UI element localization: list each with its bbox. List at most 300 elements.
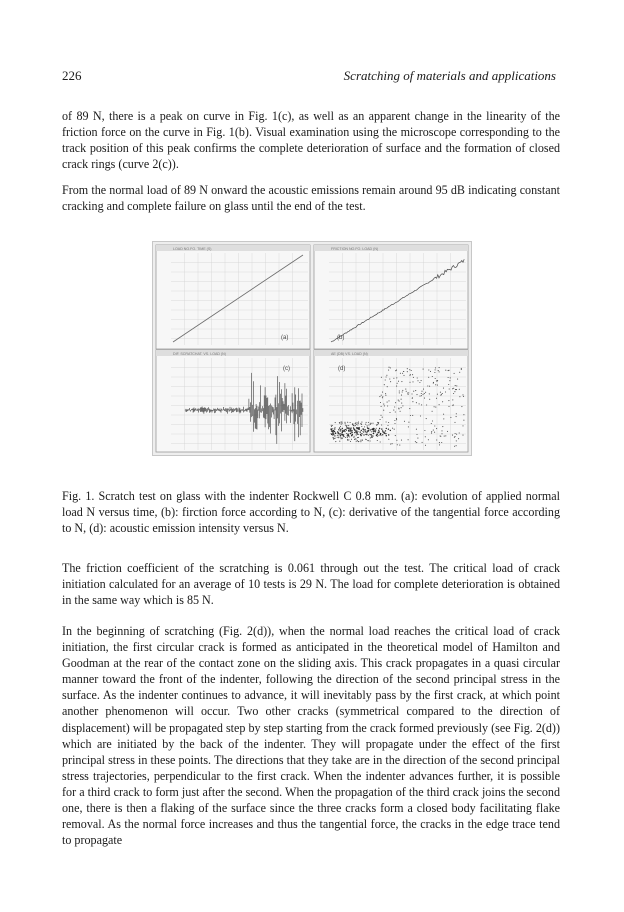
scatter-point: [390, 430, 391, 431]
scatter-point: [449, 388, 450, 389]
scatter-point: [435, 384, 436, 385]
scatter-point: [367, 431, 368, 432]
scatter-point: [370, 423, 371, 424]
scatter-point: [424, 393, 425, 394]
scatter-point: [454, 373, 455, 374]
panel-d-title: AE (DB) VS. LOAD (N): [331, 352, 368, 356]
scatter-point: [356, 427, 357, 428]
scatter-point: [431, 431, 432, 432]
scatter-point: [415, 390, 416, 391]
scatter-point: [339, 422, 340, 423]
scatter-point: [365, 424, 366, 425]
scatter-point: [443, 418, 444, 419]
scatter-point: [453, 404, 454, 405]
scatter-point: [416, 394, 417, 395]
scatter-point: [366, 434, 367, 435]
scatter-point: [334, 438, 335, 439]
scatter-point: [332, 425, 333, 426]
scatter-point: [344, 422, 345, 423]
scatter-point: [456, 389, 457, 390]
scatter-point: [386, 376, 387, 377]
scatter-point: [368, 422, 369, 423]
scatter-point: [346, 427, 347, 428]
scatter-point: [450, 417, 451, 418]
scatter-point: [363, 430, 364, 431]
scatter-point: [396, 419, 397, 420]
scatter-point: [390, 444, 391, 445]
scatter-point: [354, 429, 355, 430]
scatter-point: [388, 429, 389, 430]
scatter-point: [456, 434, 457, 435]
scatter-point: [375, 429, 376, 430]
scatter-point: [357, 437, 358, 438]
scatter-point: [345, 423, 346, 424]
scatter-point: [398, 408, 399, 409]
scatter-point: [448, 377, 449, 378]
scatter-point: [339, 441, 340, 442]
scatter-point: [452, 399, 453, 400]
scatter-point: [367, 427, 368, 428]
scatter-point: [381, 424, 382, 425]
scatter-point: [379, 428, 380, 429]
scatter-point: [348, 431, 349, 432]
scatter-point: [442, 426, 443, 427]
scatter-point: [339, 433, 340, 434]
scatter-point: [463, 414, 464, 415]
scatter-point: [361, 426, 362, 427]
scatter-point: [458, 438, 459, 439]
scatter-point: [348, 435, 349, 436]
scatter-point: [385, 393, 386, 394]
scatter-point: [456, 385, 457, 386]
scatter-point: [409, 408, 410, 409]
scatter-point: [428, 439, 429, 440]
scatter-point: [448, 384, 449, 385]
scatter-point: [387, 386, 388, 387]
scatter-point: [402, 405, 403, 406]
scatter-point: [385, 379, 386, 380]
scatter-point: [401, 440, 402, 441]
scatter-point: [435, 369, 436, 370]
scatter-point: [448, 370, 449, 371]
scatter-point: [348, 425, 349, 426]
scatter-point: [454, 446, 455, 447]
scatter-point: [361, 424, 362, 425]
scatter-point: [377, 440, 378, 441]
scatter-point: [355, 423, 356, 424]
scatter-point: [386, 375, 387, 376]
scatter-point: [437, 385, 438, 386]
scatter-point: [411, 370, 412, 371]
scatter-point: [361, 422, 362, 423]
scatter-point: [441, 394, 442, 395]
scatter-point: [398, 400, 399, 401]
scatter-point: [352, 432, 353, 433]
scatter-point: [340, 437, 341, 438]
scatter-point: [342, 423, 343, 424]
scatter-point: [356, 434, 357, 435]
scatter-point: [444, 436, 445, 437]
scatter-point: [408, 392, 409, 393]
scatter-point: [356, 432, 357, 433]
scatter-point: [439, 442, 440, 443]
scatter-point: [443, 388, 444, 389]
scatter-point: [399, 445, 400, 446]
scatter-point: [433, 382, 434, 383]
scatter-point: [438, 370, 439, 371]
scatter-point: [396, 377, 397, 378]
scatter-point: [412, 381, 413, 382]
scatter-point: [411, 393, 412, 394]
scatter-point: [396, 440, 397, 441]
scatter-point: [361, 433, 362, 434]
scatter-point: [345, 437, 346, 438]
scatter-point: [429, 399, 430, 400]
scatter-point: [421, 404, 422, 405]
scatter-point: [386, 421, 387, 422]
scatter-point: [441, 433, 442, 434]
scatter-point: [439, 404, 440, 405]
scatter-point: [356, 422, 357, 423]
scatter-point: [380, 415, 381, 416]
scatter-point: [382, 417, 383, 418]
scatter-point: [340, 435, 341, 436]
scatter-point: [368, 424, 369, 425]
scatter-point: [338, 429, 339, 430]
scatter-point: [380, 435, 381, 436]
scatter-point: [408, 439, 409, 440]
scatter-point: [396, 418, 397, 419]
scatter-point: [453, 388, 454, 389]
scatter-point: [337, 437, 338, 438]
scatter-point: [394, 420, 395, 421]
scatter-point: [331, 426, 332, 427]
scatter-point: [342, 428, 343, 429]
scatter-point: [416, 402, 417, 403]
scatter-point: [439, 367, 440, 368]
scatter-point: [346, 433, 347, 434]
scatter-point: [407, 393, 408, 394]
scatter-point: [351, 435, 352, 436]
scatter-point: [427, 385, 428, 386]
scatter-point: [417, 438, 418, 439]
scatter-point: [402, 390, 403, 391]
scatter-point: [437, 394, 438, 395]
scatter-point: [432, 420, 433, 421]
scatter-point: [384, 405, 385, 406]
scatter-point: [399, 401, 400, 402]
scatter-point: [355, 425, 356, 426]
scatter-point: [409, 369, 410, 370]
scatter-point: [430, 371, 431, 372]
scatter-point: [332, 428, 333, 429]
scatter-point: [342, 432, 343, 433]
panel-c-title: DIF. SCRATCHAT. VS. LOAD (N): [173, 352, 226, 356]
scatter-point: [408, 422, 409, 423]
scatter-point: [388, 422, 389, 423]
scatter-point: [416, 442, 417, 443]
scatter-point: [429, 386, 430, 387]
scatter-point: [386, 428, 387, 429]
running-title: Scratching of materials and applications: [343, 68, 556, 83]
paragraph-2: From the normal load of 89 N onward the acoustic emissions remain around 95 dB indicating constant cracking and complete failure on glass until the end of the test.: [62, 183, 560, 214]
scatter-point: [428, 377, 429, 378]
figure-1: [152, 241, 472, 456]
scatter-point: [398, 381, 399, 382]
scatter-point: [338, 435, 339, 436]
scatter-point: [394, 429, 395, 430]
scatter-point: [452, 435, 453, 436]
scatter-point: [358, 422, 359, 423]
scatter-point: [333, 437, 334, 438]
scatter-point: [412, 374, 413, 375]
scatter-point: [373, 431, 374, 432]
scatter-point: [435, 407, 436, 408]
scatter-point: [382, 397, 383, 398]
scatter-point: [331, 434, 332, 435]
scatter-point: [360, 435, 361, 436]
scatter-point: [357, 440, 358, 441]
scatter-point: [370, 424, 371, 425]
scatter-point: [432, 411, 433, 412]
scatter-point: [463, 396, 464, 397]
scatter-point: [351, 439, 352, 440]
scatter-point: [353, 437, 354, 438]
panel-b: [314, 245, 468, 349]
scatter-point: [350, 441, 351, 442]
scatter-point: [371, 431, 372, 432]
scatter-point: [354, 432, 355, 433]
figure-caption: Fig. 1. Scratch test on glass with the indenter Rockwell C 0.8 mm. (a): evolution of applied normal load N versus time, (b): firction force according to N, (c): derivative of the tangential force according to N, (d): acoustic emission intensity versus N.: [62, 489, 560, 535]
scatter-point: [397, 383, 398, 384]
scatter-point: [433, 430, 434, 431]
scatter-point: [463, 420, 464, 421]
scatter-point: [454, 391, 455, 392]
scatter-point: [351, 430, 352, 431]
scatter-point: [354, 436, 355, 437]
scatter-point: [341, 421, 342, 422]
scatter-point: [442, 393, 443, 394]
scatter-point: [439, 371, 440, 372]
scatter-point: [424, 430, 425, 431]
scatter-point: [378, 430, 379, 431]
scatter-point: [453, 393, 454, 394]
scatter-point: [380, 402, 381, 403]
scatter-point: [439, 444, 440, 445]
scatter-point: [383, 404, 384, 405]
scatter-point: [381, 395, 382, 396]
scatter-point: [454, 436, 455, 437]
scatter-point: [347, 435, 348, 436]
scatter-point: [358, 429, 359, 430]
scatter-point: [366, 422, 367, 423]
scatter-point: [368, 440, 369, 441]
scatter-point: [401, 399, 402, 400]
scatter-point: [407, 371, 408, 372]
scatter-point: [435, 378, 436, 379]
panel-a: [156, 245, 310, 349]
scatter-point: [402, 373, 403, 374]
scatter-point: [459, 389, 460, 390]
scatter-point: [415, 441, 416, 442]
scatter-point: [422, 442, 423, 443]
scatter-point: [432, 376, 433, 377]
scatter-point: [349, 427, 350, 428]
scatter-point: [401, 407, 402, 408]
scatter-point: [370, 434, 371, 435]
scatter-point: [381, 406, 382, 407]
scatter-point: [401, 395, 402, 396]
scatter-point: [356, 441, 357, 442]
scatter-point: [400, 373, 401, 374]
scatter-point: [375, 431, 376, 432]
scatter-point: [459, 396, 460, 397]
scatter-point: [419, 403, 420, 404]
scatter-point: [395, 402, 396, 403]
scatter-point: [373, 433, 374, 434]
scatter-point: [367, 425, 368, 426]
scatter-point: [360, 440, 361, 441]
scatter-point: [345, 429, 346, 430]
scatter-point: [403, 375, 404, 376]
scatter-point: [377, 424, 378, 425]
scatter-point: [385, 433, 386, 434]
scatter-point: [400, 411, 401, 412]
scatter-point: [335, 422, 336, 423]
scatter-point: [378, 435, 379, 436]
scatter-point: [368, 435, 369, 436]
scatter-point: [369, 434, 370, 435]
scatter-point: [335, 433, 336, 434]
scatter-point: [425, 436, 426, 437]
scatter-point: [437, 380, 438, 381]
scatter-point: [408, 394, 409, 395]
scatter-point: [343, 435, 344, 436]
scatter-point: [455, 389, 456, 390]
scatter-point: [436, 439, 437, 440]
paragraph-4: In the beginning of scratching (Fig. 2(d)), when the normal load reaches the critical load of crack initiation, the first circular crack is formed as anticipated in the theoretical model of Hamilton and Goodman at the rear of the contact zone on the sliding axis. This crack propagates in a quasi circular manner toward the front of the indenter, following the direction of the second principal stress in the surface. As the indenter continues to advance, it will inevitably pass by the first crack, at which point another phenomenon will occur. Two other cracks (symmetrical compared to the direction of displacement) will be propagated step by step starting from the crack formed previously (see Fig. 2(d)) which are initiated by the back of the indenter. They will propagate under the effect of the first principal stress in these points. The directions that they take are in the direction of the second principal stress trajectories, perpendicular to the first crack. When the indenter advances further, it is possible for a third crack to form just after the second. When the propagation of the third crack joins the second one, there is then a flaking of the surface since the three cracks form a closed body facilitating flake removal. As the normal force increases and thus the tangential force, the cracks in the edge trace tend to propagate: [62, 624, 560, 848]
scatter-point: [392, 443, 393, 444]
scatter-point: [334, 427, 335, 428]
scatter-point: [457, 379, 458, 380]
scatter-point: [456, 413, 457, 414]
scatter-point: [403, 371, 404, 372]
scatter-point: [396, 386, 397, 387]
scatter-point: [360, 431, 361, 432]
scatter-point: [366, 432, 367, 433]
scatter-point: [381, 428, 382, 429]
scatter-point: [382, 430, 383, 431]
scatter-point: [445, 370, 446, 371]
scatter-point: [373, 436, 374, 437]
scatter-point: [450, 377, 451, 378]
panel-d-label: (d): [338, 366, 346, 372]
scatter-point: [372, 423, 373, 424]
scatter-point: [436, 428, 437, 429]
panel-c-label: (c): [283, 366, 290, 372]
scatter-point: [385, 395, 386, 396]
scatter-point: [395, 370, 396, 371]
scatter-point: [357, 424, 358, 425]
scatter-point: [361, 430, 362, 431]
panel-a-label: (a): [281, 335, 289, 341]
scatter-point: [366, 439, 367, 440]
scatter-point: [345, 425, 346, 426]
scatter-point: [381, 377, 382, 378]
scatter-point: [421, 395, 422, 396]
scatter-point: [354, 439, 355, 440]
scatter-point: [422, 394, 423, 395]
scatter-point: [421, 391, 422, 392]
scatter-point: [395, 411, 396, 412]
scatter-point: [357, 434, 358, 435]
scatter-point: [419, 396, 420, 397]
scatter-point: [330, 429, 331, 430]
scatter-point: [434, 372, 435, 373]
scatter-point: [348, 439, 349, 440]
scatter-point: [389, 412, 390, 413]
scatter-point: [435, 367, 436, 368]
scatter-point: [338, 433, 339, 434]
figure-1-graphics: [153, 242, 471, 455]
scatter-point: [461, 406, 462, 407]
scatter-point: [353, 425, 354, 426]
scatter-point: [368, 430, 369, 431]
scatter-point: [378, 423, 379, 424]
scatter-point: [462, 394, 463, 395]
scatter-point: [340, 431, 341, 432]
scatter-point: [423, 389, 424, 390]
scatter-point: [426, 404, 427, 405]
scatter-point: [333, 433, 334, 434]
scatter-point: [350, 433, 351, 434]
scatter-point: [420, 415, 421, 416]
paragraph-3: The friction coefficient of the scratching is 0.061 through out the test. The critical load of crack initiation calculated for an average of 10 tests is 29 N. The load for complete deterioration is obtained in the same way which is 85 N.: [62, 561, 560, 608]
paragraph-1: of 89 N, there is a peak on curve in Fig. 1(c), as well as an apparent change in the linearity of the friction force on the curve in Fig. 1(b). Visual examination using the microscope corresponding to the track position of this peak confirms the complete deterioration of surface and the formation of closed crack rings (curve 2(c)).: [62, 109, 560, 172]
scatter-point: [380, 433, 381, 434]
scatter-point: [376, 425, 377, 426]
scatter-point: [382, 434, 383, 435]
scatter-point: [410, 374, 411, 375]
scatter-point: [349, 436, 350, 437]
scatter-point: [426, 418, 427, 419]
scatter-point: [423, 369, 424, 370]
scatter-point: [447, 431, 448, 432]
scatter-point: [441, 442, 442, 443]
scatter-point: [416, 434, 417, 435]
scatter-point: [383, 432, 384, 433]
scatter-point: [337, 435, 338, 436]
scatter-point: [413, 377, 414, 378]
scatter-point: [390, 367, 391, 368]
scatter-point: [365, 431, 366, 432]
scatter-point: [382, 396, 383, 397]
scatter-point: [388, 370, 389, 371]
scatter-point: [431, 433, 432, 434]
scatter-point: [424, 398, 425, 399]
scatter-point: [352, 423, 353, 424]
scatter-point: [339, 427, 340, 428]
scatter-point: [445, 435, 446, 436]
scatter-point: [358, 441, 359, 442]
scatter-point: [335, 438, 336, 439]
scatter-point: [349, 428, 350, 429]
scatter-point: [356, 430, 357, 431]
scatter-point: [335, 441, 336, 442]
scatter-point: [442, 401, 443, 402]
scatter-point: [449, 380, 450, 381]
scatter-point: [377, 422, 378, 423]
